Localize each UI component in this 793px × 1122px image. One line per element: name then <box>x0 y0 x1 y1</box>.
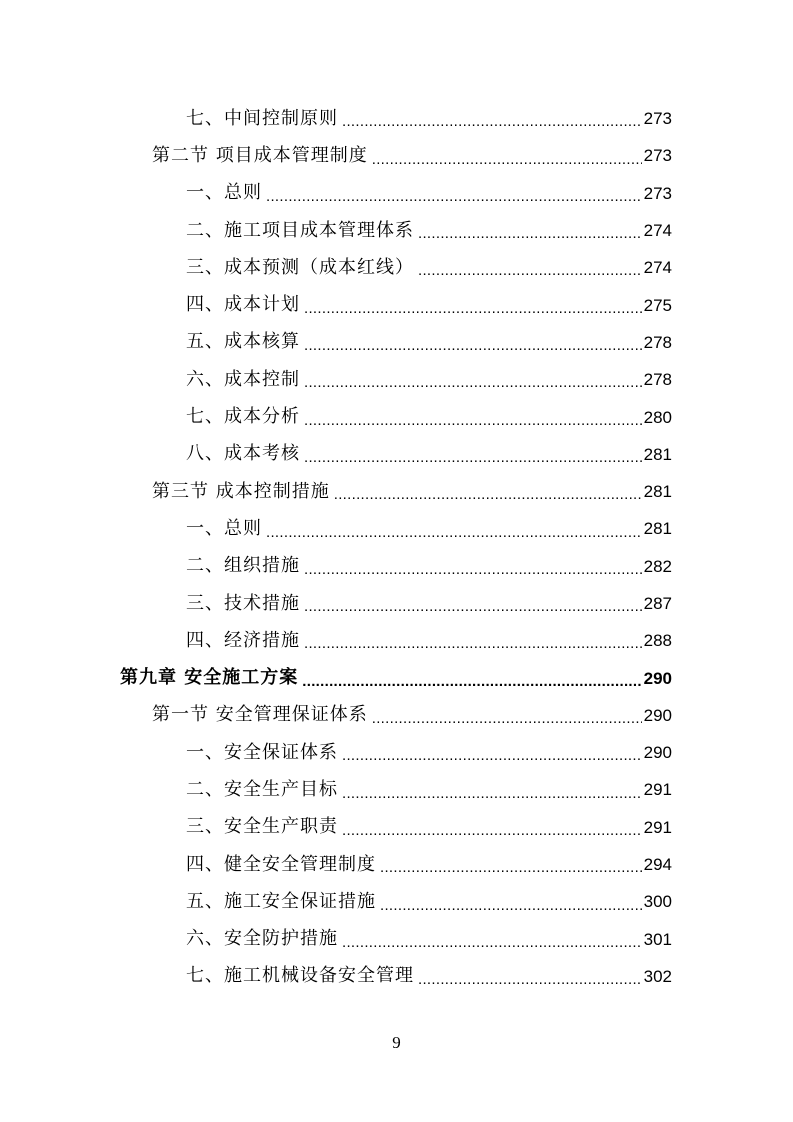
toc-entry-page: 273 <box>643 146 672 166</box>
toc-entry-page: 290 <box>643 705 672 725</box>
toc-entry-title: 三、成本预测（成本红线） <box>186 256 414 278</box>
toc-entry-page: 273 <box>643 109 672 129</box>
toc-dot-leader <box>304 636 642 659</box>
toc-dot-leader <box>342 748 642 771</box>
toc-dot-leader <box>304 450 642 473</box>
toc-entry-title: 八、成本考核 <box>186 443 300 465</box>
toc-entry-page: 281 <box>643 519 672 539</box>
toc-subsection-entry[interactable] <box>0 175 793 212</box>
toc-entry-page: 302 <box>643 966 672 986</box>
toc-dot-leader <box>380 860 642 883</box>
toc-subsection-entry[interactable] <box>0 249 793 286</box>
toc-subsection-entry[interactable] <box>0 846 793 883</box>
toc-dot-leader <box>334 487 642 510</box>
toc-section-entry[interactable] <box>0 473 793 510</box>
toc-dot-leader <box>304 599 642 622</box>
toc-subsection-entry[interactable] <box>0 212 793 249</box>
toc-entry-title: 五、成本核算 <box>186 331 300 353</box>
toc-entry-page: 274 <box>643 221 672 241</box>
toc-dot-leader <box>304 301 642 324</box>
toc-entry-page: 281 <box>643 444 672 464</box>
toc-entry-title: 四、经济措施 <box>186 629 300 651</box>
toc-entry-title: 四、健全安全管理制度 <box>186 853 376 875</box>
toc-entry-page: 288 <box>643 631 672 651</box>
toc-subsection-entry[interactable] <box>0 361 793 398</box>
toc-dot-leader <box>418 226 642 249</box>
toc-subsection-entry[interactable] <box>0 585 793 622</box>
toc-dot-leader <box>302 674 641 697</box>
toc-dot-leader <box>266 189 642 212</box>
toc-entry-page: 273 <box>643 183 672 203</box>
toc-entry-page: 291 <box>643 780 672 800</box>
toc-subsection-entry[interactable] <box>0 771 793 808</box>
toc-dot-leader <box>304 375 642 398</box>
toc-dot-leader <box>342 114 642 137</box>
toc-subsection-entry[interactable] <box>0 398 793 435</box>
toc-dot-leader <box>418 972 642 995</box>
toc-subsection-entry[interactable] <box>0 510 793 547</box>
toc-entry-title: 三、技术措施 <box>186 592 300 614</box>
toc-subsection-entry[interactable] <box>0 622 793 659</box>
toc-entry-title: 第一节 安全管理保证体系 <box>152 704 368 726</box>
toc-entry-title: 二、组织措施 <box>186 555 300 577</box>
toc-dot-leader <box>372 711 642 734</box>
toc-dot-leader <box>418 263 642 286</box>
toc-entry-page: 301 <box>643 929 672 949</box>
toc-dot-leader <box>266 525 642 548</box>
toc-subsection-entry[interactable] <box>0 883 793 920</box>
toc-subsection-entry[interactable] <box>0 324 793 361</box>
toc-entry-title: 第二节 项目成本管理制度 <box>152 144 368 166</box>
toc-entry-page: 294 <box>643 855 672 875</box>
toc-subsection-entry[interactable] <box>0 436 793 473</box>
toc-entry-page: 275 <box>643 295 672 315</box>
toc-entry-title: 六、安全防护措施 <box>186 928 338 950</box>
toc-entry-title: 一、总则 <box>186 182 262 204</box>
toc-entry-title: 六、成本控制 <box>186 368 300 390</box>
toc-entry-title: 一、总则 <box>186 517 262 539</box>
toc-entry-title: 五、施工安全保证措施 <box>186 890 376 912</box>
toc-entry-page: 282 <box>643 556 672 576</box>
toc-entry-title: 二、安全生产目标 <box>186 778 338 800</box>
table-of-contents <box>0 100 793 995</box>
toc-entry-title: 第九章 安全施工方案 <box>120 667 299 689</box>
toc-dot-leader <box>342 786 642 809</box>
toc-subsection-entry[interactable] <box>0 921 793 958</box>
toc-entry-title: 一、安全保证体系 <box>186 741 338 763</box>
toc-entry-title: 二、施工项目成本管理体系 <box>186 219 414 241</box>
toc-entry-title: 七、成本分析 <box>186 406 300 428</box>
toc-subsection-entry[interactable] <box>0 734 793 771</box>
toc-entry-title: 三、安全生产职责 <box>186 816 338 838</box>
toc-entry-title: 第三节 成本控制措施 <box>152 480 330 502</box>
toc-entry-page: 287 <box>643 594 672 613</box>
toc-dot-leader <box>304 562 642 585</box>
toc-entry-page: 290 <box>643 668 672 688</box>
toc-subsection-entry[interactable] <box>0 100 793 137</box>
toc-dot-leader <box>372 152 642 175</box>
toc-entry-page: 278 <box>643 332 672 352</box>
toc-dot-leader <box>342 823 642 846</box>
toc-section-entry[interactable] <box>0 697 793 734</box>
toc-entry-title: 四、成本计划 <box>186 294 300 316</box>
toc-subsection-entry[interactable] <box>0 809 793 846</box>
toc-entry-title: 七、施工机械设备安全管理 <box>186 965 414 987</box>
toc-entry-page: 281 <box>643 482 672 502</box>
toc-entry-page: 300 <box>643 892 672 912</box>
toc-entry-page: 280 <box>643 407 672 427</box>
toc-entry-title: 七、中间控制原则 <box>186 107 338 129</box>
toc-entry-page: 290 <box>643 743 672 763</box>
toc-section-entry[interactable] <box>0 137 793 174</box>
toc-entry-page: 291 <box>643 817 672 837</box>
toc-dot-leader <box>342 935 642 958</box>
toc-dot-leader <box>304 413 642 436</box>
toc-entry-page: 278 <box>643 370 672 390</box>
toc-subsection-entry[interactable] <box>0 286 793 323</box>
toc-entry-page: 274 <box>643 258 672 278</box>
toc-subsection-entry[interactable] <box>0 548 793 585</box>
toc-dot-leader <box>380 898 642 921</box>
page-number: 9 <box>392 1033 401 1052</box>
toc-chapter-entry[interactable] <box>0 659 793 696</box>
toc-dot-leader <box>304 338 642 361</box>
toc-subsection-entry[interactable] <box>0 958 793 995</box>
